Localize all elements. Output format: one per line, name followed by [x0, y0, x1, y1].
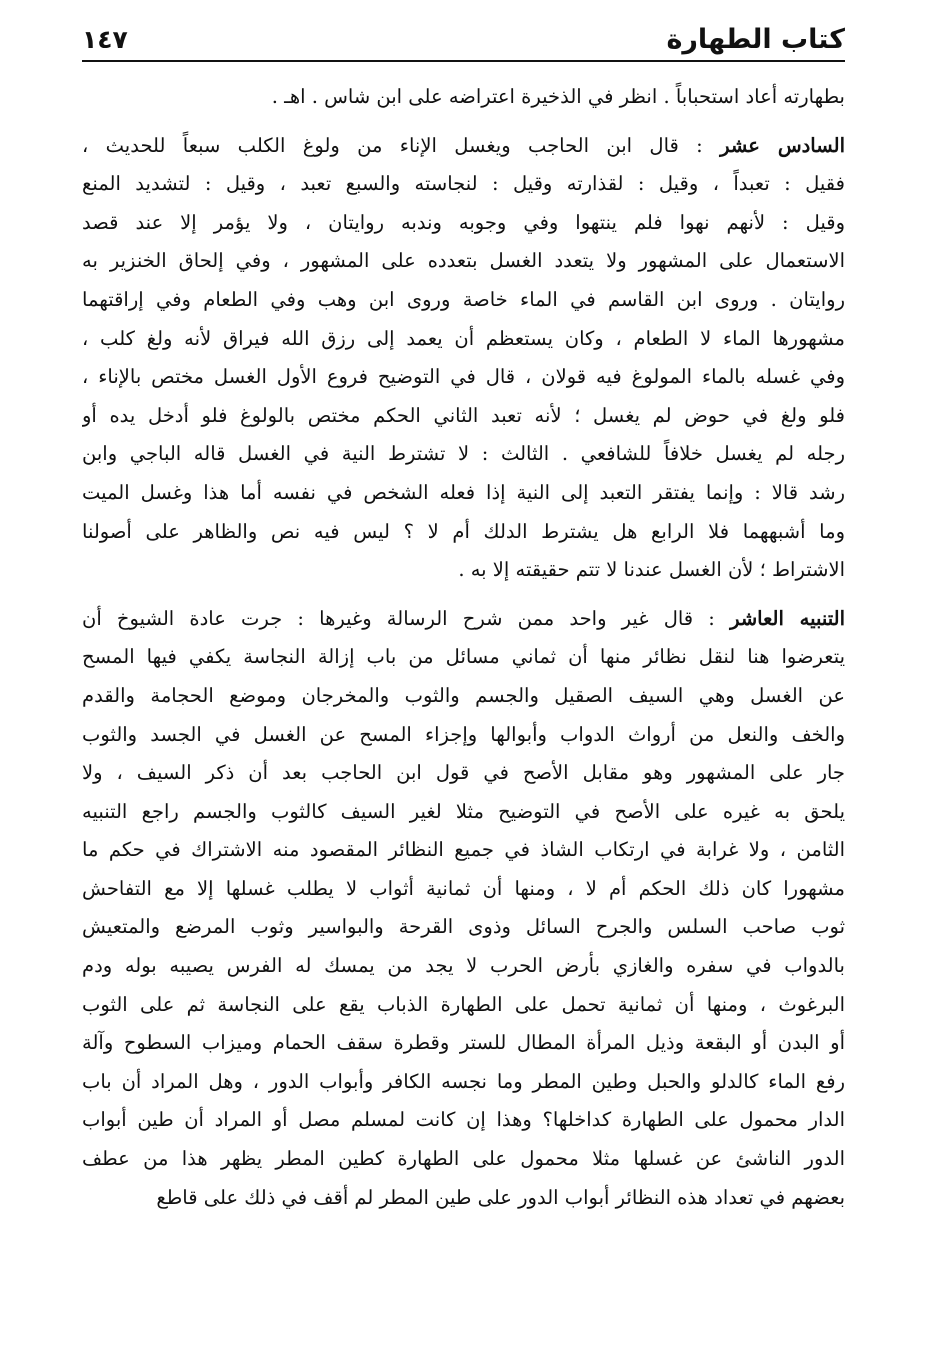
- text-line: [82, 435, 845, 474]
- text-line: [82, 281, 845, 320]
- section-lead: التنبيه العاشر: [730, 606, 845, 630]
- line-text: : قال غير واحد ممن شرح الرسالة وغيرها : جرت عادة الشيوخ أن: [82, 606, 715, 630]
- text-line: [82, 638, 845, 677]
- paragraph: [82, 78, 845, 117]
- line-text: فقيل : تعبداً ، وقيل : لقذارته وقيل : لنجاسته والسبع تعبد ، وقيل : لتشديد المنع: [82, 172, 845, 196]
- line-text: يلحق به غيره على الأصح في التوضيح مثلا لغير السيف كالثوب والجسم راجع التنبيه: [82, 799, 845, 823]
- line-text: والخف والنعل من أرواث الدواب وأبوالها وإجزاء المسح عن الغسل في الجسد والثوب: [82, 722, 845, 746]
- text-line: [82, 831, 845, 870]
- line-text: وما أشبههما فلا الرابع هل يشترط الدلك أم لا ؟ ليس فيه نص والظاهر على أصولنا: [82, 519, 845, 543]
- line-text: الثامن ، ولا غرابة في ارتكاب الشاذ في جميع النظائر المقصود منه الاشتراك في حكم ما: [82, 838, 845, 862]
- text-line: [82, 870, 845, 909]
- text-line: [82, 1063, 845, 1102]
- line-text: مشهورها الماء لا الطعام ، وكان يستعظم أن يعمد إلى رزق الله فيراق لأنه ولغ كلب ،: [82, 326, 845, 350]
- text-line: [82, 513, 845, 552]
- body-text: [82, 68, 845, 1217]
- line-text: بعضهم في تعداد هذه النظائر أبواب الدور على طين المطر لم أقف في ذلك على قاطع: [156, 1185, 845, 1209]
- line-text: مشهورا كان ذلك الحكم أم لا ، ومنها أن ثمانية أثواب لا يطلب غسلها إلا مع التفاحش: [82, 876, 845, 900]
- line-text: رفع الماء كالدلو والحبل وطين المطر وما نجسه الكافر وأبواب الدور ، وهل المراد أن باب: [82, 1069, 845, 1093]
- line-text: روايتان . وروى ابن القاسم في الماء خاصة وروى ابن وهب وفي الطعام وفي إراقتهما: [82, 287, 845, 311]
- line-text: البرغوث ، ومنها أن ثمانية تحمل على الطهارة الذباب يقع على النجاسة ثم على الثوب: [82, 992, 845, 1016]
- section-lead: السادس عشر: [720, 133, 845, 157]
- text-line: [82, 320, 845, 359]
- line-text: رجله لم يغسل خلافاً للشافعي . الثالث : لا تشترط النية في الغسل قاله الباجي وابن: [82, 442, 845, 466]
- line-text: وفي غسله بالماء المولوغ فيه قولان ، قال في التوضيح فروع الأول الغسل مختص بالإناء ،: [82, 365, 845, 389]
- text-line: [82, 242, 845, 281]
- line-text: جار على المشهور وهو مقابل الأصح في قول ابن الحاجب بعد أن ذكر السيف ، ولا: [82, 761, 845, 785]
- line-text: يتعرضوا هنا لنقل نظائر منها أن ثماني مسائل من باب إزالة النجاسة يكفي فيها المسح: [82, 645, 845, 669]
- text-line: [82, 358, 845, 397]
- text-line: [82, 1140, 845, 1179]
- text-line: [82, 754, 845, 793]
- page-number: ١٤٧: [82, 25, 128, 54]
- line-text: عن الغسل وهي السيف الصقيل والجسم والثوب والمخرجان وموضع الحجامة والقدم: [82, 683, 845, 707]
- text-line: [82, 127, 845, 166]
- text-line: [82, 165, 845, 204]
- line-text: بطهارته أعاد استحباباً . انظر في الذخيرة اعتراضه على ابن شاس . اهـ .: [271, 85, 845, 108]
- paragraph: [82, 127, 845, 590]
- page-header: [82, 22, 845, 62]
- book-title: كتاب الطهارة: [666, 24, 845, 55]
- line-text: رشد قالا : وإنما يفتقر التعبد إلى النية إذا فعله الشخص في نفسه أما هذا وغسل الميت: [82, 480, 845, 504]
- text-line: [82, 397, 845, 436]
- line-text: أو البدن أو البقعة وذيل المرأة المطال للستر وقطرة سقف الحمام وميزاب السطوح وآلة: [82, 1031, 845, 1055]
- text-line: [82, 1101, 845, 1140]
- text-line: [82, 600, 845, 639]
- text-line: [82, 986, 845, 1025]
- text-line: [82, 78, 845, 117]
- text-line: [82, 947, 845, 986]
- line-text: بالدواب في سفره والغازي بأرض الحرب لا يجد من يمسك له الفرس يصيبه بوله ودم: [82, 954, 845, 978]
- text-line: [82, 793, 845, 832]
- text-line: [82, 908, 845, 947]
- text-line: [82, 1179, 845, 1218]
- line-text: الدور الناشئ عن غسلها مثلا محمول على الطهارة كطين المطر يظهر هذا من عطف: [82, 1147, 845, 1171]
- line-text: الدار محمول على الطهارة كداخلها؟ وهذا إن كانت لمسلم مصل أو المراد أن طين أبواب: [82, 1108, 845, 1132]
- line-text: الاستعمال على المشهور ولا يتعدد الغسل بتعدده على المشهور ، وفي إلحاق الخنزير به: [82, 249, 845, 273]
- line-text: فلو ولغ في حوض لم يغسل ؛ لأنه تعبد الثاني الحكم مختص بالولوغ فلو أدخل يده أو: [82, 403, 845, 427]
- text-line: [82, 677, 845, 716]
- text-line: [82, 551, 845, 590]
- text-line: [82, 1024, 845, 1063]
- text-line: [82, 204, 845, 243]
- line-text: ثوب صاحب السلس والجرح السائل وذوى القرحة والبواسير وثوب المرضع والمتعيش: [82, 915, 845, 939]
- line-text: : قال ابن الحاجب ويغسل الإناء من ولوغ الكلب سبعاً للحديث ،: [82, 133, 703, 157]
- text-line: [82, 716, 845, 755]
- line-text: وقيل : لأنهم نهوا فلم ينتهوا وفي وجوبه وندبه روايتان ، ولا يؤمر إلا عند قصد: [82, 210, 845, 234]
- text-line: [82, 474, 845, 513]
- paragraph: [82, 600, 845, 1218]
- line-text: الاشتراط ؛ لأن الغسل عندنا لا تتم حقيقته إلا به .: [458, 558, 845, 582]
